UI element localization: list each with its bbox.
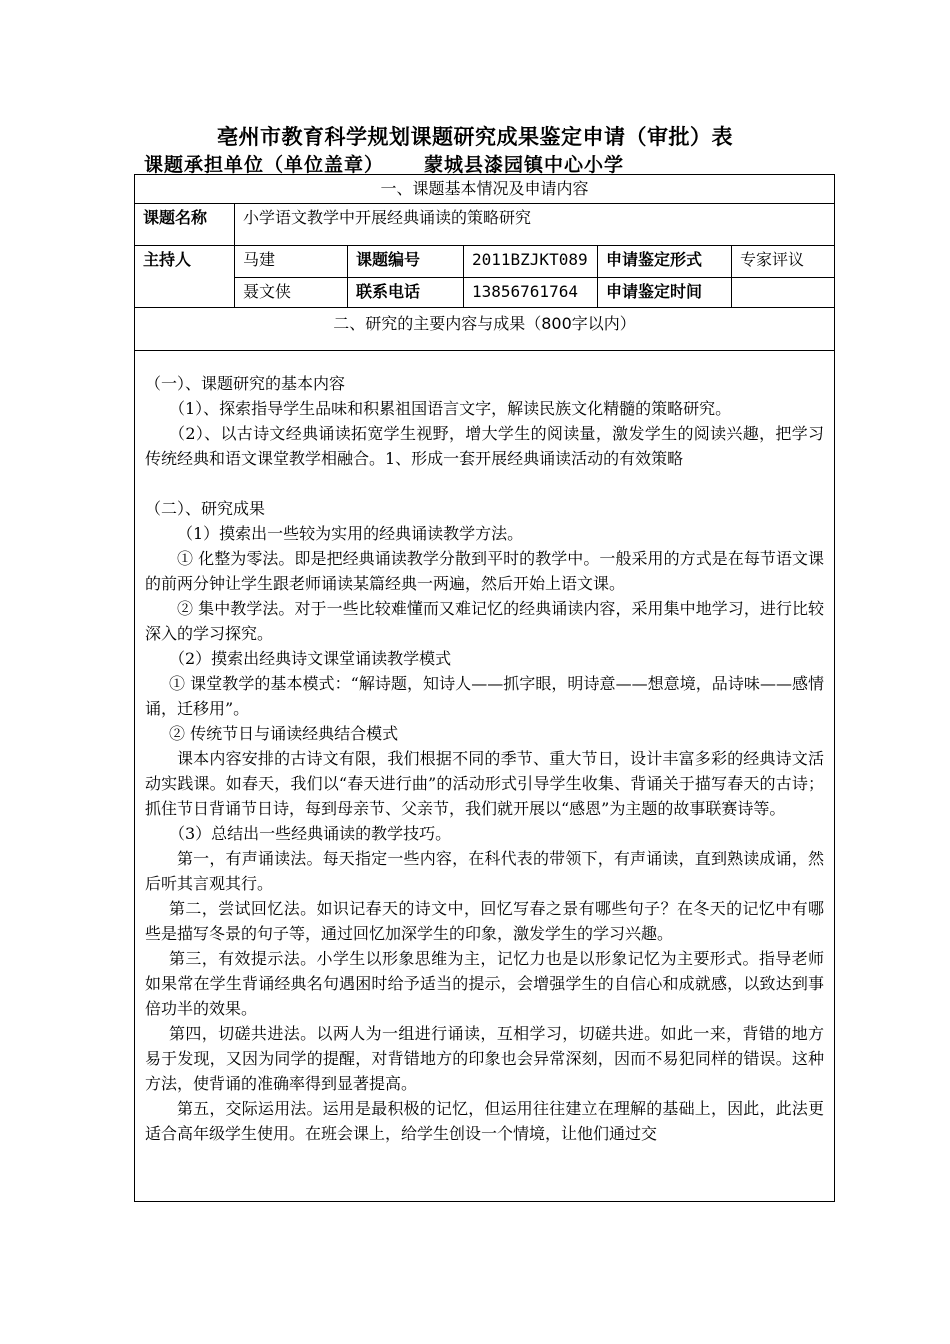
unit-line (144, 150, 624, 177)
content-paragraph: 课本内容安排的古诗文有限，我们根据不同的季节、重大节日，设计丰富多彩的经典诗文活动实践课。如春天，我们以“春天进行曲”的活动形式引导学生收集、背诵关于描写春天的古诗；抓住节日背诵节日诗，每到母亲节、父亲节，我们就开展以“感恩”为主题的故事联赛诗等。 (145, 749, 825, 818)
form-value: 专家评议 (732, 246, 835, 278)
section1-header-row (135, 175, 835, 204)
content-paragraph: 第四，切磋共进法。以两人为一组进行诵读，互相学习，切磋共进。如此一来，背错的地方易于发现，又因为同学的提醒，对背错地方的印象也会异常深刻，因而不易犯同样的错误。这种方法，使背诵的准确率得到显著提高。 (145, 1024, 825, 1093)
content-paragraph: ② 传统节日与诵读经典结合模式 (169, 724, 399, 743)
section1-title: 一、课题基本情况及申请内容 (135, 175, 835, 204)
code-value: 2011BZJKT089 (464, 246, 598, 278)
content-paragraph: （2）摸索出经典诗文课堂诵读教学模式 (169, 649, 452, 668)
form-title: 亳州市教育科学规划课题研究成果鉴定申请（审批）表 (217, 125, 733, 149)
content-paragraph: 第一，有声诵读法。每天指定一些内容，在科代表的带领下，有声诵读，直到熟读成诵，然后听其言观其行。 (145, 849, 825, 893)
unit-value: 蒙城县漆园镇中心小学 (424, 154, 625, 176)
section2-title: 二、研究的主要内容与成果（800字以内） (135, 308, 835, 351)
form-label: 申请鉴定形式 (598, 246, 732, 278)
content-heading-1: （一）、课题研究的基本内容 (145, 374, 346, 393)
research-content (135, 351, 835, 1202)
unit-label: 课题承担单位（单位盖章） (144, 154, 385, 176)
content-paragraph: （1）、探索指导学生品味和积累祖国语言文字，解读民族文化精髓的策略研究。 (169, 399, 732, 418)
topic-label: 课题名称 (135, 204, 235, 246)
time-value (732, 278, 835, 308)
host-name-1: 马建 (235, 246, 348, 278)
topic-value: 小学语文教学中开展经典诵读的策略研究 (235, 204, 835, 246)
content-paragraph: （1）摸索出一些较为实用的经典诵读教学方法。 (177, 524, 524, 543)
host-label: 主持人 (135, 246, 235, 308)
application-form-table (134, 174, 835, 1202)
topic-row (135, 204, 835, 246)
host-name-2: 聂文侠 (235, 278, 348, 308)
host-row-2 (135, 278, 835, 308)
code-label: 课题编号 (348, 246, 464, 278)
content-paragraph: 第五，交际运用法。运用是最积极的记忆，但运用往往建立在理解的基础上，因此，此法更适合高年级学生使用。在班会课上，给学生创设一个情境，让他们通过交 (145, 1099, 825, 1143)
content-row (135, 351, 835, 1202)
content-paragraph: ① 化整为零法。即是把经典诵读教学分散到平时的教学中。一般采用的方式是在每节语文课的前两分钟让学生跟老师诵读某篇经典一两遍，然后开始上语文课。 (145, 549, 825, 593)
host-row-1 (135, 246, 835, 278)
content-paragraph: 第二，尝试回忆法。如识记春天的诗文中，回忆写春之景有哪些句子？在冬天的记忆中有哪些是描写冬景的句子等，通过回忆加深学生的印象，激发学生的学习兴趣。 (145, 899, 825, 943)
phone-value: 13856761764 (464, 278, 598, 308)
content-paragraph: 第三，有效提示法。小学生以形象思维为主，记忆力也是以形象记忆为主要形式。指导老师如果常在学生背诵经典名句遇困时给予适当的提示，会增强学生的自信心和成就感，以致达到事倍功半的效果。 (145, 949, 825, 1018)
content-heading-2: （二）、研究成果 (145, 499, 266, 518)
content-paragraph: ② 集中教学法。对于一些比较难懂而又难记忆的经典诵读内容，采用集中地学习，进行比较深入的学习探究。 (145, 599, 825, 643)
content-paragraph: （3）总结出一些经典诵读的教学技巧。 (169, 824, 452, 843)
time-label: 申请鉴定时间 (598, 278, 732, 308)
section2-header-row (135, 308, 835, 351)
content-paragraph: ① 课堂教学的基本模式：“解诗题，知诗人——抓字眼，明诗意——想意境，品诗味——感情诵，迁移用”。 (145, 674, 825, 718)
content-paragraph: （2）、以古诗文经典诵读拓宽学生视野，增大学生的阅读量，激发学生的阅读兴趣，把学习传统经典和语文课堂教学相融合。1、形成一套开展经典诵读活动的有效策略 (145, 424, 825, 468)
phone-label: 联系电话 (348, 278, 464, 308)
